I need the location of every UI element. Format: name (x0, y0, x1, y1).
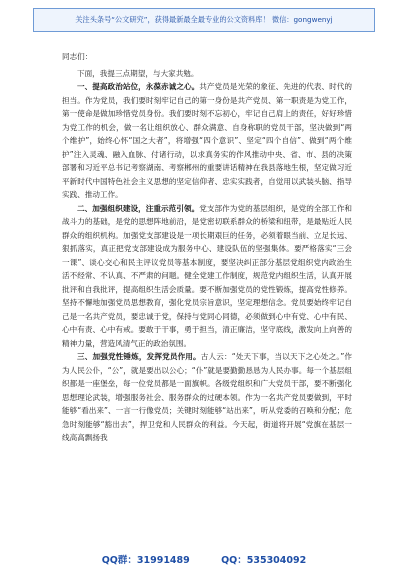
paragraph-body: 共产党员是光荣的象征、先进的代表、时代的担当。作为党员，我们要时刻牢记自己的第一身份是共产党员、第一职责是为党工作，第一使命是做加珍惜党员身份。我们要时刻不忘初心，牢记自己肩上的责任，好好珍惜为党工作的机会，做一名让组织放心、群众满意、自身称职的党员干部，坚决做到“两个维护”，始终心怀“国之大者”，将增强“四个意识”、坚定“四个自信”、做到“两个维护”注入灵魂、融入血脉、付诸行动，以求真务实的作风推动中央、省、市、县的决策部署和习近平总书记考察湖南、考察郴州的重要讲话精神在我县落地生根，坚定做习近平新时代中国特色社会主义思想的坚定信仰者、忠实实践者，自觉用以武装头脑、指导实践、推动工作。 (62, 82, 353, 199)
paragraph-body: 党支部作为党的基层组织，是党的全部工作和战斗力的基础，是党的思想阵地前沿，是党密切联系群众的桥梁和纽带，是最贴近人民群众的组织机构。加强党支部建设是一项长期艰巨的任务，必须着眼当前、立足长远、狠抓落实，真正把党支部建设成为服务中心、建设队伍的坚强集体。要严格落实“三会一课”、谈心交心和民主评议党员等基本制度，要坚决纠正部分基层党组织党内政治生活不经常、不认真、不严肃的问题。健全党建工作制度，规范党内组织生活，认真开展批评和自我批评，提高组织生活会质量。要不断加强党员的党性锻炼，提高党性修养。坚持不懈地加强党员思想教育，强化党员宗旨意识，坚定理想信念。党员要始终牢记自己是一名共产党员，要忠诚于党，保持与党同心同德，必须做到心中有党、心中有民、心中有责、心中有戒。要敢于干事，勇于担当，清正廉洁，坚守底线，激发向上向善的精神力量，营造风清气正的政治氛围。 (62, 203, 353, 348)
promo-banner: 关注头条号“公文研究”，获得最新最全最专业的公文资料库！ 微信：gongwenyj (33, 8, 375, 32)
greeting: 同志们： (62, 52, 93, 61)
paragraph-intro (62, 67, 352, 81)
contact-footer (0, 552, 408, 566)
section-heading: 一、提高政治站位，永葆赤诚之心。 (77, 82, 200, 91)
paragraph-body: 古人云：“处天下事，当以天下之心处之。”作为人民公仆，“公”，就是要出以公心；“仆”就是要勤勤恳恳为人民办事。每一个基层组织都是一座堡垒，每一位党员都是一面旗帜。各级党组织和广大党员干部，要不断强化思想理论武装，增强服务社会、服务群众的过硬本领。作为一名共产党员要做到，平时能够“看出来”、一言一行像党员；关键时刻能够“站出来”，听从党委的召唤和分配；危急时刻能够“豁出去”，捍卫党和人民群众的利益。今天起，街道将开展“党旗在基层一线高高飘扬我 (62, 352, 352, 442)
section-heading: 二、加强组织建设，注重示范引领。 (77, 203, 200, 213)
paragraph-section-1 (62, 80, 352, 202)
paragraph-section-2 (62, 202, 352, 351)
document-body (62, 50, 352, 445)
paragraph-section-3 (62, 350, 352, 445)
section-heading: 三、加强党性锤炼，发挥党员作用。 (77, 352, 201, 361)
qq-group-label: QQ群：31991489 (101, 555, 190, 566)
paragraph-body: 下面，我提三点期望，与大家共勉。 (77, 68, 199, 78)
qq-contact-label: QQ：535304092 (221, 555, 307, 566)
